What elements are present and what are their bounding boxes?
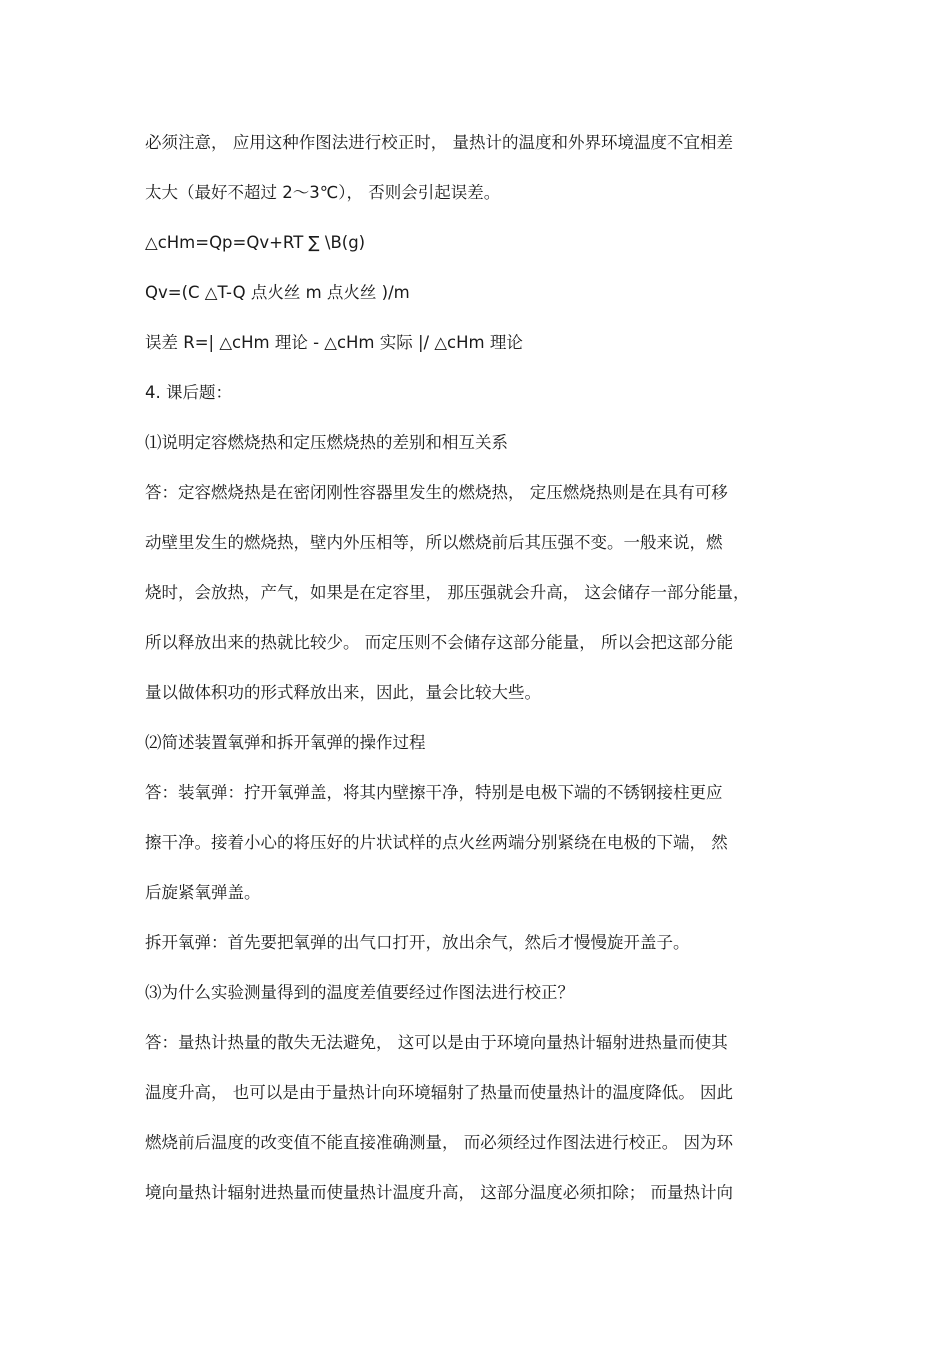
text-line: 答：装氧弹：拧开氧弹盖，将其内壁擦干净，特别是电极下端的不锈钢接柱更应 — [145, 783, 723, 802]
text-line: 答：量热计热量的散失无法避免， 这可以是由于环境向量热计辐射进热量而使其 — [145, 1033, 728, 1052]
text-line: 后旋紧氧弹盖。 — [145, 883, 261, 902]
formula-line: △cHm=Qp=Qv+RT ∑ \B(g) — [145, 233, 366, 252]
text-line: 拆开氧弹：首先要把氧弹的出气口打开，放出余气，然后才慢慢旋开盖子。 — [145, 933, 690, 952]
text-line: 擦干净。接着小心的将压好的片状试样的点火丝两端分别紧绕在电极的下端， 然 — [145, 833, 728, 852]
formula-line: 误差 R=| △cHm 理论 - △cHm 实际 |/ △cHm 理论 — [145, 333, 523, 352]
question-heading: ⑶为什么实验测量得到的温度差值要经过作图法进行校正？ — [145, 983, 574, 1002]
text-line: 太大（最好不超过 2～3℃）， 否则会引起误差。 — [145, 183, 501, 202]
formula-line: Qv=(C △T-Q 点火丝 m 点火丝 )/m — [145, 283, 410, 302]
text-line: 烧时，会放热，产气，如果是在定容里， 那压强就会升高， 这会储存一部分能量， — [145, 583, 750, 602]
question-heading: ⑵简述装置氧弹和拆开氧弹的操作过程 — [145, 733, 426, 752]
text-line: 必须注意， 应用这种作图法进行校正时， 量热计的温度和外界环境温度不宜相差 — [145, 133, 733, 152]
text-line: 温度升高， 也可以是由于量热计向环境辐射了热量而使量热计的温度降低。 因此 — [145, 1083, 733, 1102]
text-line: 答：定容燃烧热是在密闭刚性容器里发生的燃烧热， 定压燃烧热则是在具有可移 — [145, 483, 728, 502]
text-line: 燃烧前后温度的改变值不能直接准确测量， 而必须经过作图法进行校正。 因为环 — [145, 1133, 733, 1152]
text-line: 量以做体积功的形式释放出来，因此，量会比较大些。 — [145, 683, 541, 702]
section-heading: 4. 课后题： — [145, 383, 232, 402]
text-line: 所以释放出来的热就比较少。 而定压则不会储存这部分能量， 所以会把这部分能 — [145, 633, 733, 652]
text-line: 动壁里发生的燃烧热，壁内外压相等，所以燃烧前后其压强不变。一般来说，燃 — [145, 533, 723, 552]
text-line: 境向量热计辐射进热量而使量热计温度升高， 这部分温度必须扣除； 而量热计向 — [145, 1183, 733, 1202]
question-heading: ⑴说明定容燃烧热和定压燃烧热的差别和相互关系 — [145, 433, 508, 452]
